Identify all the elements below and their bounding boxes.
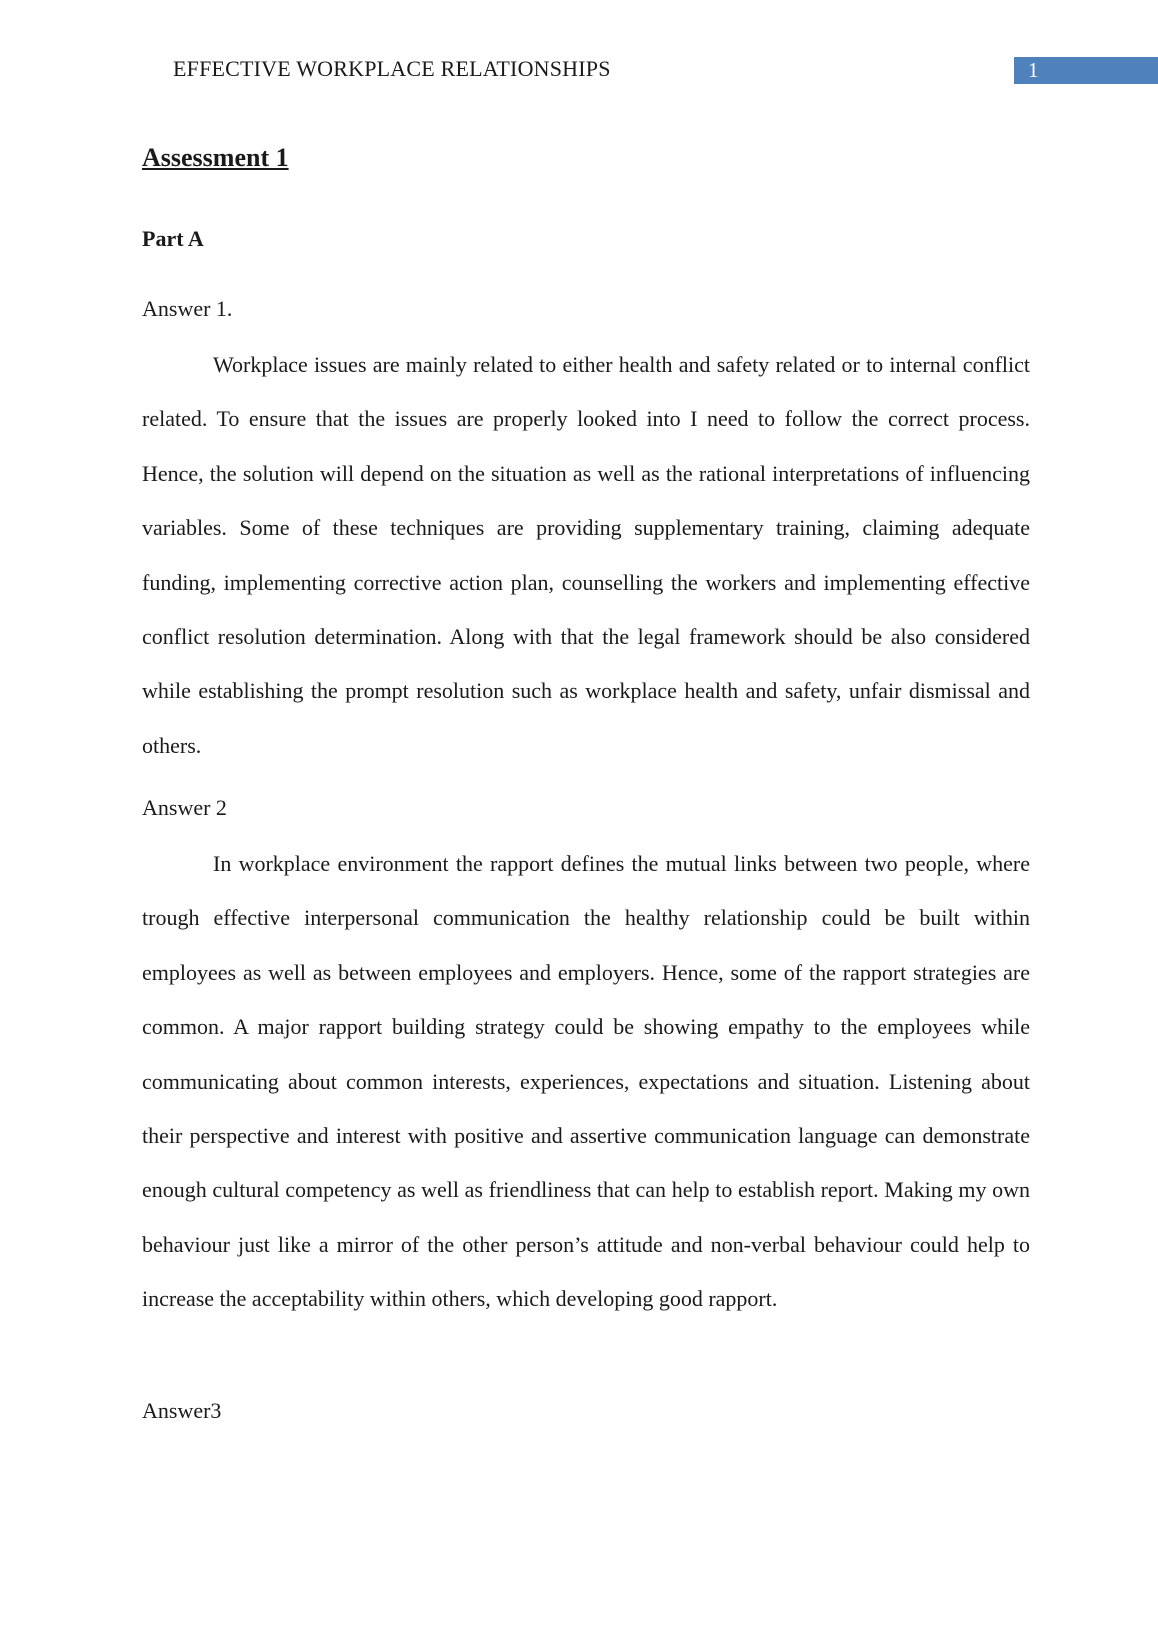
document-body <box>142 138 1030 1423</box>
assessment-title: Assessment 1 <box>142 143 289 172</box>
answer-2-paragraph: In workplace environment the rapport defines the mutual links between two people, where trough effective interpersonal communication the healthy relationship could be built within employees as well as between employees and employers. Hence, some of the rapport strategies are common. A major rapport building strategy could be showing empathy to the employees while communicating about common interests, experiences, expectations and situation. Listening about their perspective and interest with positive and assertive communication language can demonstrate enough cultural competency as well as friendliness that can help to establish report. Making my own behaviour just like a mirror of the other person’s attitude and non-verbal behaviour could help to increase the acceptability within others, which developing good rapport. <box>142 851 1030 1312</box>
answer-1-label: Answer 1. <box>142 296 233 321</box>
running-header-title: EFFECTIVE WORKPLACE RELATIONSHIPS <box>173 56 611 81</box>
answer-3-label: Answer3 <box>142 1398 222 1423</box>
answer-1-paragraph: Workplace issues are mainly related to either health and safety related or to internal conflict related. To ensure that the issues are properly looked into I need to follow the correct process. Hence, the solution will depend on the situation as well as the rational interpretations of influencing variables. Some of these techniques are providing supplementary training, claiming adequate funding, implementing corrective action plan, counselling the workers and implementing effective conflict resolution determination. Along with that the legal framework should be also considered while establishing the prompt resolution such as workplace health and safety, unfair dismissal and others. <box>142 352 1030 758</box>
part-heading: Part A <box>142 226 204 251</box>
answer-2-label: Answer 2 <box>142 795 227 820</box>
page-number: 1 <box>1028 58 1039 82</box>
page-number-badge <box>1014 57 1158 84</box>
